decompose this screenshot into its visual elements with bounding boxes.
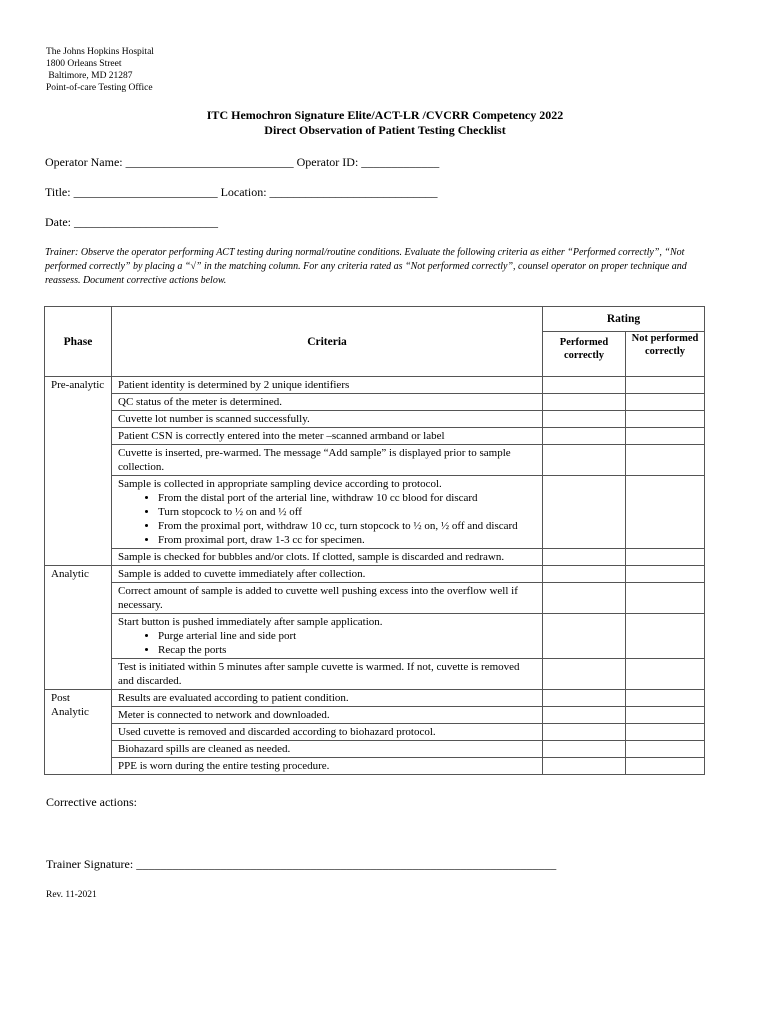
performed-correctly-cell[interactable] bbox=[543, 707, 626, 724]
criteria-header: Criteria bbox=[112, 307, 543, 377]
table-row bbox=[45, 411, 705, 428]
performed-correctly-header: Performed correctly bbox=[543, 332, 626, 377]
not-performed-correctly-cell[interactable] bbox=[626, 445, 705, 476]
rating-header: Rating bbox=[543, 307, 705, 332]
performed-correctly-cell[interactable] bbox=[543, 741, 626, 758]
criteria-cell: Cuvette is inserted, pre-warmed. The message “Add sample” is displayed prior to sample collection. bbox=[112, 445, 543, 476]
table-row bbox=[45, 707, 705, 724]
document-titles bbox=[0, 108, 770, 138]
table-row bbox=[45, 758, 705, 775]
table-row bbox=[45, 583, 705, 614]
criteria-cell: Sample is checked for bubbles and/or clots. If clotted, sample is discarded and redrawn. bbox=[112, 549, 543, 566]
performed-correctly-cell[interactable] bbox=[543, 659, 626, 690]
criteria-cell: Biohazard spills are cleaned as needed. bbox=[112, 741, 543, 758]
performed-correctly-cell[interactable] bbox=[543, 445, 626, 476]
not-performed-correctly-cell[interactable] bbox=[626, 690, 705, 707]
criteria-cell: Correct amount of sample is added to cuvette well pushing excess into the overflow well if necessary. bbox=[112, 583, 543, 614]
not-performed-correctly-cell[interactable] bbox=[626, 394, 705, 411]
criteria-cell: Patient identity is determined by 2 unique identifiers bbox=[112, 377, 543, 394]
bullet-item: • Purge arterial line and side port bbox=[158, 629, 536, 643]
not-performed-correctly-cell[interactable] bbox=[626, 659, 705, 690]
performed-correctly-cell[interactable] bbox=[543, 758, 626, 775]
performed-correctly-cell[interactable] bbox=[543, 614, 626, 659]
criteria-text: Sample is collected in appropriate sampling device according to protocol. bbox=[118, 478, 442, 490]
table-row bbox=[45, 445, 705, 476]
not-performed-correctly-cell[interactable] bbox=[626, 411, 705, 428]
date-line[interactable]: Date: ________________________ bbox=[45, 215, 218, 229]
performed-correctly-cell[interactable] bbox=[543, 428, 626, 445]
phase-post-analytic: Post Analytic bbox=[45, 690, 112, 775]
table-row bbox=[45, 566, 705, 583]
not-performed-correctly-cell[interactable] bbox=[626, 583, 705, 614]
not-performed-correctly-cell[interactable] bbox=[626, 741, 705, 758]
document-title: ITC Hemochron Signature Elite/ACT-LR /CVCRR Competency 2022 bbox=[206, 108, 564, 122]
address-line: The Johns Hopkins Hospital bbox=[46, 47, 154, 57]
performed-correctly-cell[interactable] bbox=[543, 583, 626, 614]
table-row bbox=[45, 549, 705, 566]
not-performed-correctly-cell[interactable] bbox=[626, 428, 705, 445]
table-row bbox=[45, 741, 705, 758]
address-line: Point-of-care Testing Office bbox=[46, 83, 153, 93]
performed-correctly-cell[interactable] bbox=[543, 724, 626, 741]
criteria-cell bbox=[112, 476, 543, 549]
criteria-text: Start button is pushed immediately after sample application. bbox=[118, 616, 383, 628]
title-location-line[interactable]: Title: ________________________ Location: ____________________________ bbox=[45, 185, 438, 199]
table-row bbox=[45, 690, 705, 707]
bullet-item: • From the proximal port, withdraw 10 cc, turn stopcock to ½ on, ½ off and discard bbox=[158, 519, 536, 533]
not-performed-correctly-header: Not performed correctly bbox=[626, 332, 705, 377]
criteria-cell: Used cuvette is removed and discarded according to biohazard protocol. bbox=[112, 724, 543, 741]
criteria-bullets bbox=[118, 491, 536, 547]
bullet-item: • Turn stopcock to ½ on and ½ off bbox=[158, 505, 536, 519]
phase-header: Phase bbox=[45, 307, 112, 377]
trainer-instructions: Trainer: Observe the operator performing ACT testing during normal/routine conditions. Evaluate the following criteria as either “Performed correctly”, “Not performed correctly” by placing a “√” in the matching column. For any criteria rated as “Not performed correctly”, counsel operator on proper technique and reassess. Document corrective actions below. bbox=[45, 247, 687, 286]
criteria-cell: Results are evaluated according to patient condition. bbox=[112, 690, 543, 707]
phase-analytic: Analytic bbox=[45, 566, 112, 690]
document-subtitle: Direct Observation of Patient Testing Checklist bbox=[264, 123, 506, 137]
criteria-bullets bbox=[118, 629, 536, 657]
performed-correctly-cell[interactable] bbox=[543, 566, 626, 583]
corrective-actions-label: Corrective actions: bbox=[46, 795, 137, 809]
hospital-address bbox=[46, 46, 154, 94]
not-performed-correctly-cell[interactable] bbox=[626, 758, 705, 775]
table-row bbox=[45, 377, 705, 394]
performed-correctly-cell[interactable] bbox=[543, 394, 626, 411]
table-row bbox=[45, 614, 705, 659]
not-performed-correctly-cell[interactable] bbox=[626, 476, 705, 549]
criteria-cell: Cuvette lot number is scanned successfully. bbox=[112, 411, 543, 428]
performed-correctly-cell[interactable] bbox=[543, 476, 626, 549]
performed-correctly-cell[interactable] bbox=[543, 690, 626, 707]
table-row bbox=[45, 659, 705, 690]
performed-correctly-cell[interactable] bbox=[543, 549, 626, 566]
criteria-cell: Meter is connected to network and downloaded. bbox=[112, 707, 543, 724]
not-performed-correctly-cell[interactable] bbox=[626, 566, 705, 583]
not-performed-correctly-cell[interactable] bbox=[626, 614, 705, 659]
table-row bbox=[45, 394, 705, 411]
bullet-item: • From proximal port, draw 1-3 cc for specimen. bbox=[158, 533, 536, 547]
bullet-item: • From the distal port of the arterial line, withdraw 10 cc blood for discard bbox=[158, 491, 536, 505]
checklist-table bbox=[44, 306, 705, 775]
not-performed-correctly-cell[interactable] bbox=[626, 549, 705, 566]
criteria-cell: PPE is worn during the entire testing procedure. bbox=[112, 758, 543, 775]
performed-correctly-cell[interactable] bbox=[543, 411, 626, 428]
not-performed-correctly-cell[interactable] bbox=[626, 707, 705, 724]
table-row bbox=[45, 476, 705, 549]
trainer-signature-line[interactable]: Trainer Signature: ______________________________________________________________________ bbox=[46, 857, 557, 871]
phase-pre-analytic: Pre-analytic bbox=[45, 377, 112, 566]
address-line: Baltimore, MD 21287 bbox=[46, 71, 133, 81]
criteria-cell: QC status of the meter is determined. bbox=[112, 394, 543, 411]
criteria-cell: Sample is added to cuvette immediately after collection. bbox=[112, 566, 543, 583]
performed-correctly-cell[interactable] bbox=[543, 377, 626, 394]
table-row bbox=[45, 724, 705, 741]
revision-label: Rev. 11-2021 bbox=[46, 890, 97, 900]
address-line: 1800 Orleans Street bbox=[46, 59, 122, 69]
table-row bbox=[45, 428, 705, 445]
bullet-item: • Recap the ports bbox=[158, 643, 536, 657]
criteria-cell: Test is initiated within 5 minutes after sample cuvette is warmed. If not, cuvette is removed and discarded. bbox=[112, 659, 543, 690]
not-performed-correctly-cell[interactable] bbox=[626, 724, 705, 741]
criteria-cell bbox=[112, 614, 543, 659]
operator-name-id-line[interactable]: Operator Name: ____________________________ Operator ID: _____________ bbox=[45, 155, 440, 169]
criteria-cell: Patient CSN is correctly entered into the meter –scanned armband or label bbox=[112, 428, 543, 445]
not-performed-correctly-cell[interactable] bbox=[626, 377, 705, 394]
